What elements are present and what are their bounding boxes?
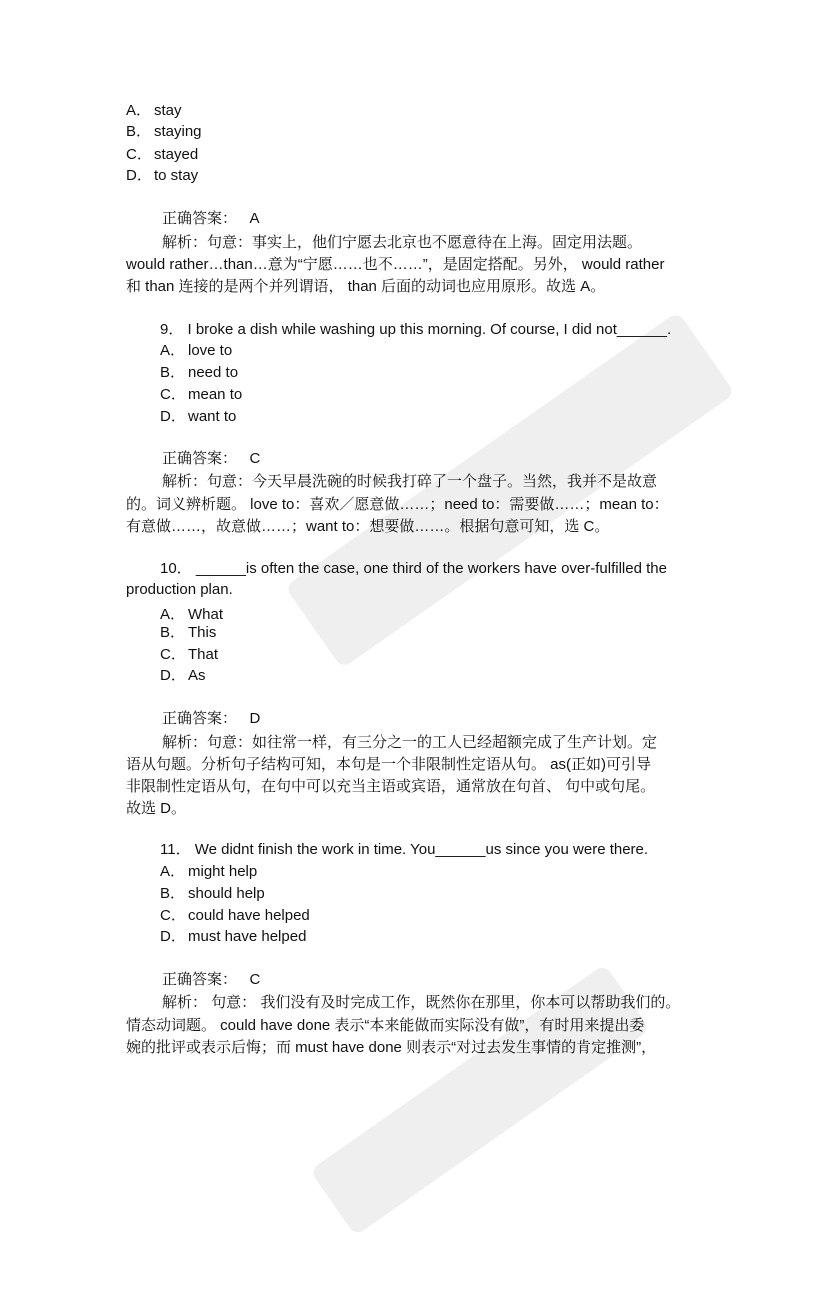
q10-option-c: C． That [160,646,219,663]
q8-option-d: D． to stay [126,167,199,184]
q11-analysis-line-3: 婉的批评或表示后悔；而 must have done 则表示“对过去发生事情的肯定推测”， [126,1039,657,1056]
q8-analysis-line-2: would rather…than…意为“宁愿……也不……”，是固定搭配。另外， would rather [126,256,665,273]
q10-option-b: B． This [160,624,217,641]
q11-option-a: A． might help [160,863,258,880]
q9-option-c: C． mean to [160,386,243,403]
q8-option-c: C． stayed [126,146,199,163]
q10-stem-line-2: production plan. [126,581,233,598]
q8-answer: 正确答案： A [162,210,260,227]
q10-answer: 正确答案： D [162,710,261,727]
q9-analysis-line-3: 有意做……，故意做……；want to：想要做……。根据句意可知，选 C。 [126,518,610,535]
q10-analysis-line-3: 非限制性定语从句，在句中可以充当主语或宾语，通常放在句首、 句中或句尾。 [126,778,656,795]
q9-option-d: D． want to [160,408,237,425]
q11-answer: 正确答案： C [162,971,261,988]
q11-option-b: B． should help [160,885,265,902]
watermark-logo-bottom [280,900,680,1300]
q9-analysis-line-2: 的。词义辨析题。 love to：喜欢／愿意做……；need to：需要做……；mean to： [126,496,669,513]
q10-stem-line-1: 10． ______is often the case, one third of the workers have over-fulfilled the [160,560,667,577]
q10-analysis-line-2: 语从句题。分析句子结构可知，本句是一个非限制性定语从句。 as(正如)可引导 [126,756,652,773]
q11-analysis-line-2: 情态动词题。 could have done 表示“本来能做而实际没有做”，有时用来提出委 [126,1017,645,1034]
q10-analysis-line-1: 解析：句意：如往常一样，有三分之一的工人已经超额完成了生产计划。定 [162,734,658,751]
q9-analysis-line-1: 解析：句意：今天早晨洗碗的时候我打碎了一个盘子。当然，我并不是故意 [162,473,658,490]
q9-option-a: A． love to [160,342,233,359]
q8-analysis-line-3: 和 than 连接的是两个并列谓语， than 后面的动词也应用原形。故选 A。 [126,278,606,295]
q11-stem: 11． We didnt finish the work in time. You______us since you were there. [160,841,649,858]
q9-stem: 9． I broke a dish while washing up this morning. Of course, I did not______. [160,321,672,338]
q10-analysis-line-4: 故选 D。 [126,800,187,817]
q8-option-b: B． staying [126,123,202,140]
q9-option-b: B． need to [160,364,239,381]
q8-analysis-line-1: 解析：句意：事实上，他们宁愿去北京也不愿意待在上海。固定用法题。 [162,234,643,251]
q9-answer: 正确答案： C [162,450,261,467]
q11-analysis-line-1: 解析： 句意： 我们没有及时完成工作，既然你在那里，你本可以帮助我们的。 [162,994,681,1011]
q10-option-d: D． As [160,667,206,684]
q10-option-a: A． What [160,606,224,623]
q8-option-a: A． stay [126,102,182,119]
q11-option-c: C． could have helped [160,907,310,924]
q11-option-d: D． must have helped [160,928,307,945]
